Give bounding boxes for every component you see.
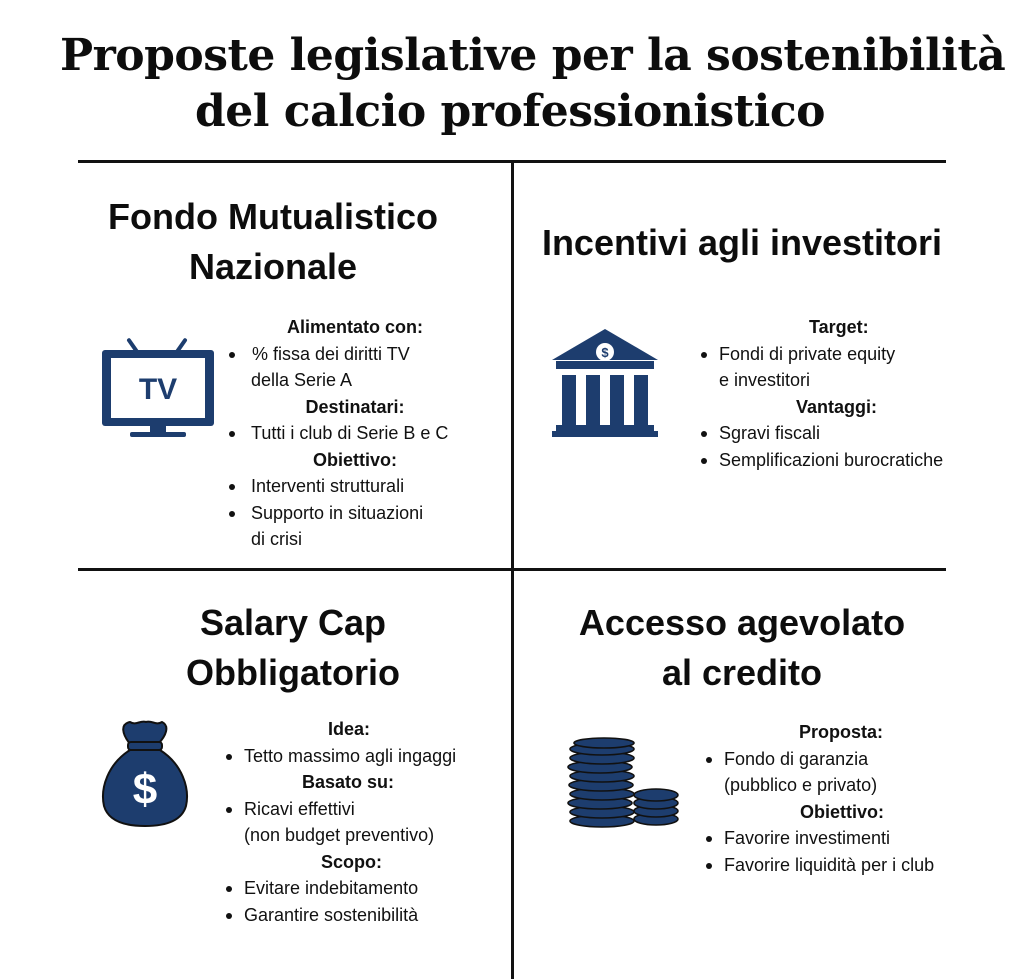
q1-item-diritti-tv-cont: della Serie A: [251, 370, 353, 390]
q1-heading-obiettivo: Obiettivo:: [313, 449, 397, 470]
bank-icon: [552, 327, 658, 437]
q3-heading-scopo: Scopo:: [321, 851, 382, 872]
q2-title: Incentivi agli investitori: [541, 222, 943, 263]
q1-heading-destinatari: Destinatari:: [305, 396, 405, 417]
q1-item-supporto: Supporto in situazioni: [225, 500, 485, 527]
q2-heading-target: Target:: [809, 317, 869, 337]
q3-heading-basato: Basato su:: [302, 772, 395, 792]
q1-title: Fondo Mutualistico Nazionale: [108, 196, 438, 287]
q2-item-fondi: Fondi di private equity: [697, 341, 987, 368]
q3-item-garantire: Garantire sostenibilità: [222, 902, 512, 929]
coins-icon: [564, 737, 680, 829]
q4-heading-proposta: Proposta:: [799, 722, 884, 742]
q4-item-fondo-garanzia: Fondo di garanzia: [702, 746, 992, 773]
q2-heading-vantaggi: Vantaggi:: [796, 396, 878, 417]
q2-item-semplificazioni: Semplificazioni burocratiche: [697, 447, 987, 474]
q3-item-ricavi: Ricavi effettivi: [222, 796, 512, 823]
page-title-line1: Proposte legislative per la sostenibilità: [60, 30, 1006, 81]
q3-item-tetto: Tetto massimo agli ingaggi: [222, 743, 512, 770]
q4-item-investimenti: Favorire investimenti: [702, 825, 992, 852]
q3-heading-idea: Idea:: [328, 719, 371, 739]
money-bag-icon: [100, 718, 190, 828]
svg-text:$: $: [601, 345, 609, 360]
q1-item-club: Tutti i club di Serie B e C: [225, 420, 485, 447]
page-title: [60, 28, 1006, 140]
q1-item-supporto-cont: di crisi: [251, 529, 303, 549]
q1-heading-alimentato: Alimentato con:: [286, 317, 423, 337]
q3-item-evitare: Evitare indebitamento: [222, 875, 512, 902]
q1-info: [225, 314, 485, 553]
q4-heading-obiettivo: Obiettivo:: [800, 801, 884, 822]
q4-item-liquidita: Favorire liquidità per i club: [702, 852, 992, 879]
q2-info: [697, 314, 987, 473]
q4-item-fondo-garanzia-cont: (pubblico e privato): [724, 775, 878, 795]
q4-info: [702, 719, 992, 878]
svg-text:TV: TV: [138, 373, 178, 406]
page-title-line2: del calcio professionistico: [195, 86, 825, 137]
q3-item-ricavi-cont: (non budget preventivo): [244, 825, 435, 845]
q2-item-fondi-cont: e investitori: [719, 370, 811, 390]
svg-text:$: $: [132, 765, 158, 814]
q4-title: Accesso agevolato al credito: [578, 602, 906, 693]
q3-info: [222, 716, 512, 928]
q3-title: Salary Cap Obbligatorio: [186, 602, 400, 693]
q2-item-sgravi: Sgravi fiscali: [697, 420, 987, 447]
q1-item-interventi: Interventi strutturali: [225, 473, 485, 500]
q1-item-diritti-tv: % fissa dei diritti TV: [225, 341, 485, 368]
tv-icon: [102, 327, 214, 441]
